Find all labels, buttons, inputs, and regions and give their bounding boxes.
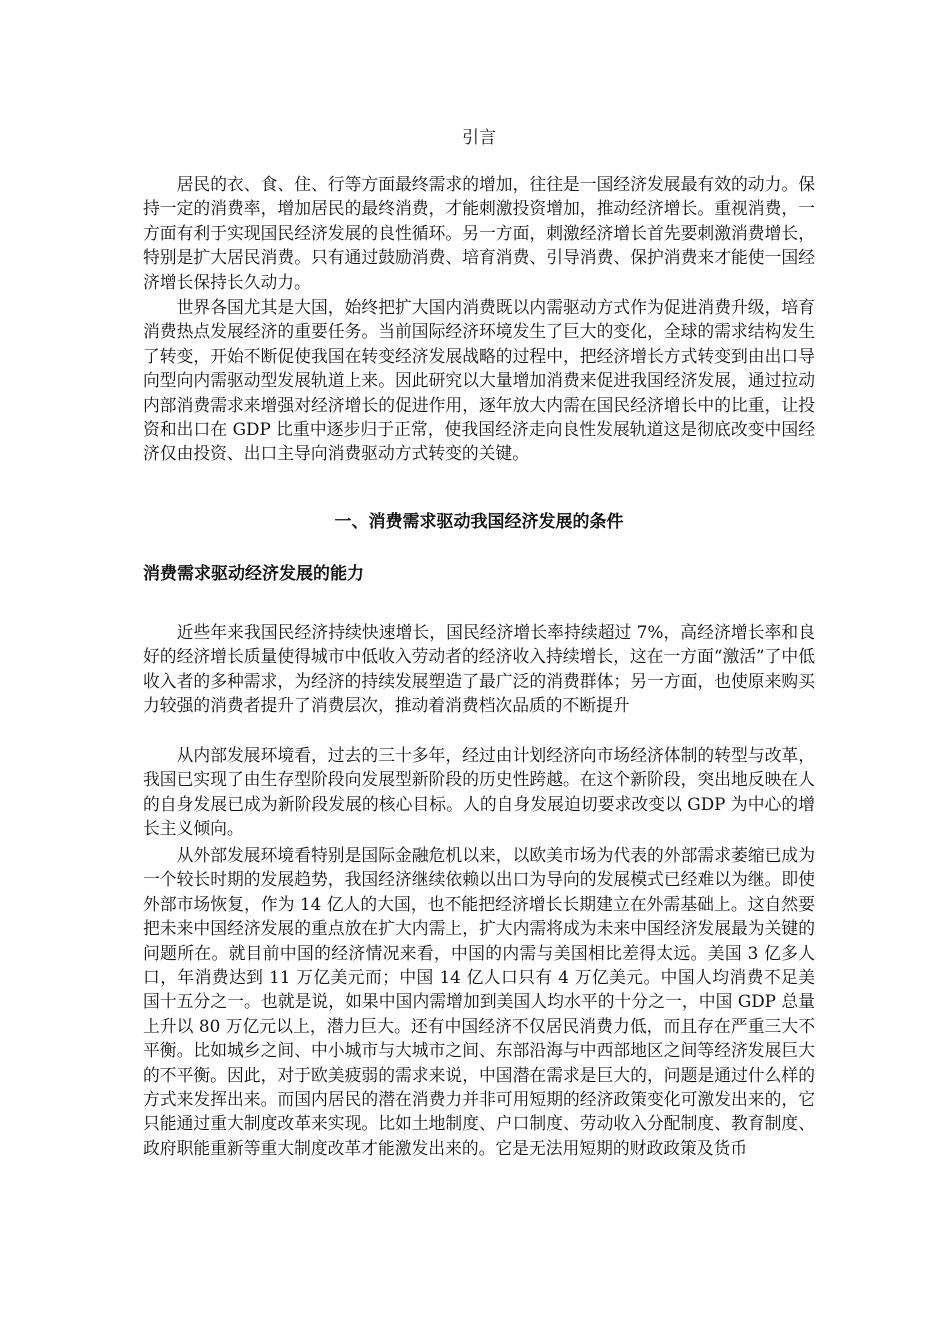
intro-paragraph-1: 居民的衣、食、住、行等方面最终需求的增加，往往是一国经济发展最有效的动力。保持一定的消费率，增加居民的最终消费，才能刺激投资增加，推动经济增长。重视消费，一方面有利于实现国民经济发展的良性循环。另一方面，刺激经济增长首先要刺激消费增长，特别是扩大居民消费。只有通过鼓励消费、培育消费、引导消费、保护消费来才能使一国经济增长保持长久动力。 xyxy=(143,174,815,292)
body-paragraph-3: 从外部发展环境看特别是国际金融危机以来，以欧美市场为代表的外部需求萎缩已成为一个较长时期的发展趋势，我国经济继续依赖以出口为导向的发展模式已经难以为继。即使外部市场恢复，作为 14 亿人的大国，也不能把经济增长长期建立在外需基础上。这自然要把未来中国经济发展的重点放在扩大内需上，扩大内需将成为未来中国经济发展最为关键的问题所在。就目前中国的经济情况来看，中国的内需与美国相比差得太远。美国 3 亿多人口，年消费达到 11 万亿美元而；中国 14 亿人口只有 4 万亿美元。中国人均消费不足美国十五分之一。也就是说，如果中国内需增加到美国人均水平的十分之一，中国 GDP 总量上升以 80 万亿元以上，潜力巨大。还有中国经济不仅居民消费力低，而且存在严重三大不平衡。比如城乡之间、中小城市与大城市之间、东部沿海与中西部地区之间等经济发展巨大的不平衡。因此，对于欧美疲弱的需求来说，中国潜在需求是巨大的，问题是通过什么样的方式来发挥出来。而国内居民的潜在消费力并非可用短期的经济政策变化可激发出来的，它只能通过重大制度改革来实现。比如土地制度、户口制度、劳动收入分配制度、教育制度、政府职能重新等重大制度改革才能激发出来的。它是无法用短期的财政政策及货币 xyxy=(143,845,815,1158)
section-heading: 一、消费需求驱动我国经济发展的条件 xyxy=(334,512,624,532)
subsection-heading: 消费需求驱动经济发展的能力 xyxy=(143,564,364,584)
body-paragraph-2: 从内部发展环境看，过去的三十多年，经过由计划经济向市场经济体制的转型与改革，我国已实现了由生存型阶段向发展型新阶段的历史性跨越。在这个新阶段，突出地反映在人的自身发展已成为新阶段发展的核心目标。人的自身发展迫切要求改变以 GDP 为中心的增长主义倾向。 xyxy=(143,745,815,839)
intro-paragraph-2: 世界各国尤其是大国，始终把扩大国内消费既以内需驱动方式作为促进消费升级，培育消费热点发展经济的重要任务。当前国际经济环境发生了巨大的变化，全球的需求结构发生了转变，开始不断促使我国在转变经济发展战略的过程中，把经济增长方式转变到由出口导向型向内需驱动型发展轨道上来。因此研究以大量增加消费来促进我国经济发展，通过拉动内部消费需求来增强对经济增长的促进作用，逐年放大内需在国民经济增长中的比重，让投资和出口在 GDP 比重中逐步归于正常，使我国经济走向良性发展轨道这是彻底改变中国经济仅由投资、出口主导向消费驱动方式转变的关键。 xyxy=(143,297,815,464)
body-paragraph-1: 近些年来我国民经济持续快速增长，国民经济增长率持续超过 7%，高经济增长率和良好的经济增长质量使得城市中低收入劳动者的经济收入持续增长，这在一方面“激活”了中低收入者的多种需求，为经济的持续发展塑造了最广泛的消费群体；另一方面，也使原来购买力较强的消费者提升了消费层次，推动着消费档次品质的不断提升 xyxy=(143,622,815,716)
document-title: 引言 xyxy=(462,128,496,148)
